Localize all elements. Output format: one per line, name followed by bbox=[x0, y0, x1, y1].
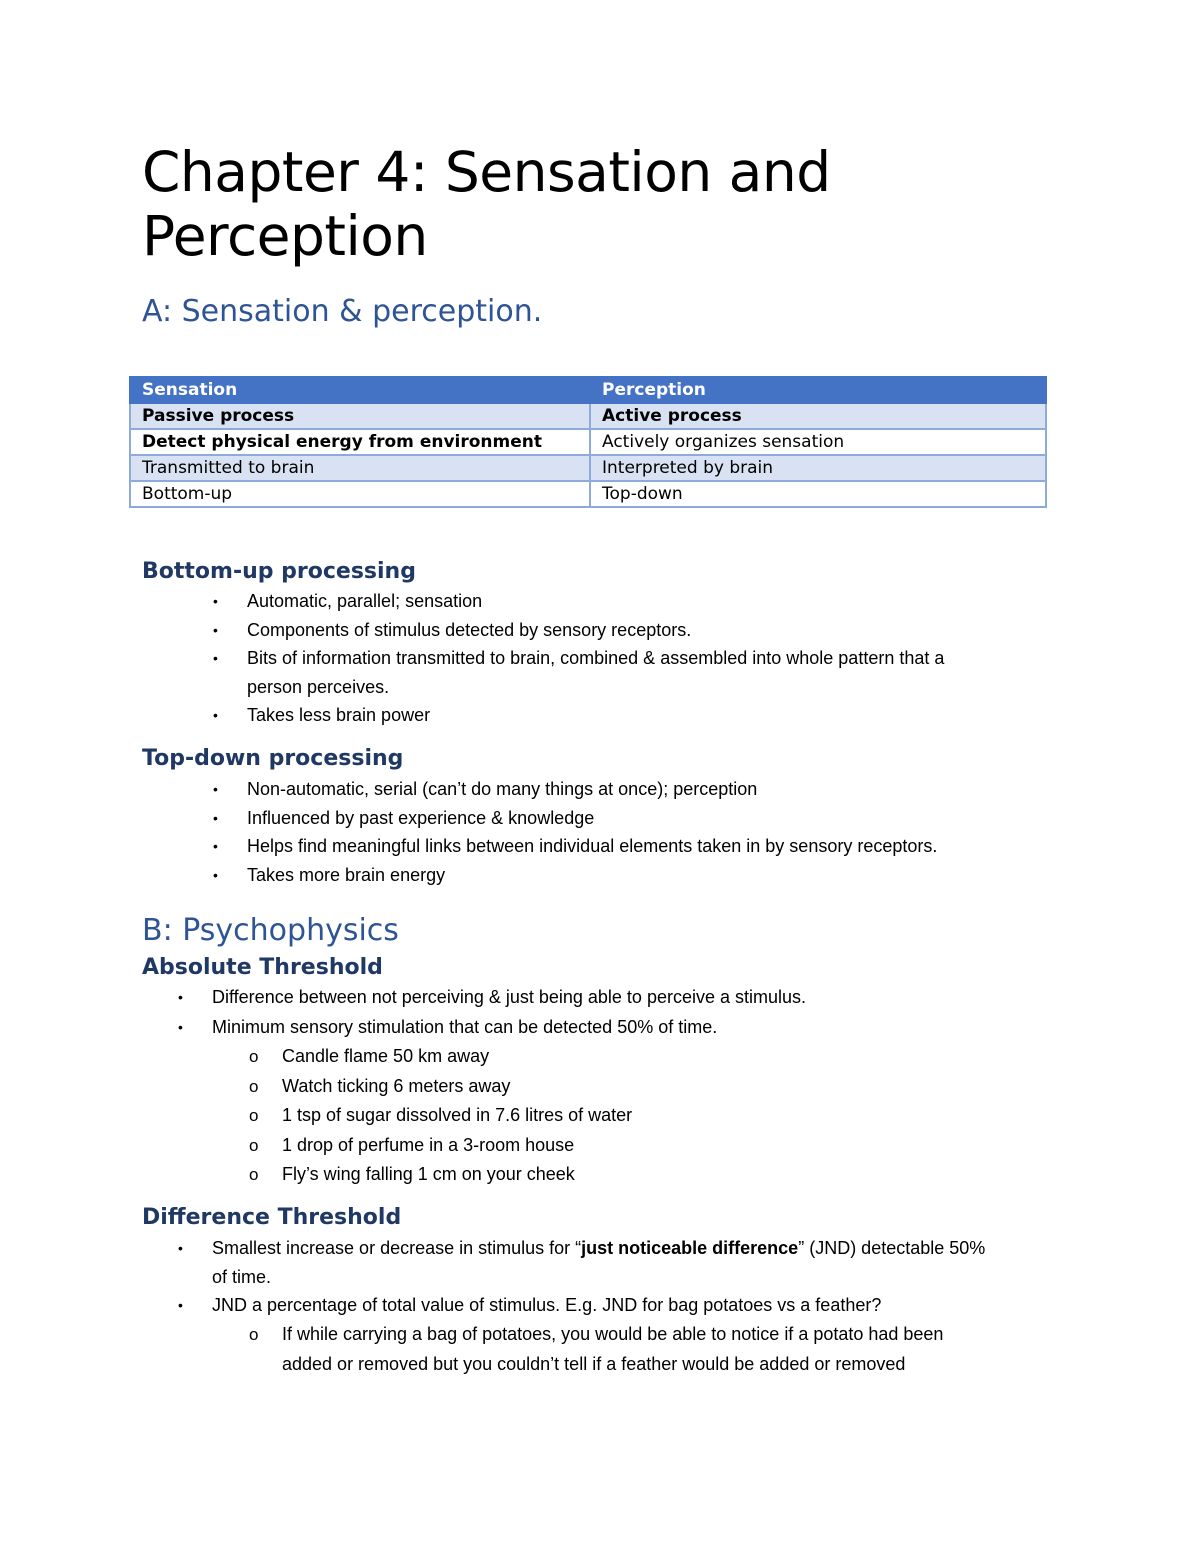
list-item: o 1 tsp of sugar dissolved in 7.6 litres of water bbox=[282, 1101, 1042, 1131]
list-item: • Takes less brain power bbox=[247, 701, 1047, 730]
list-item-continuation: person perceives. bbox=[247, 676, 390, 697]
page-title: Chapter 4: Sensation and Perception bbox=[142, 140, 831, 268]
list-item: • Smallest increase or decrease in stimulus for “just noticeable difference” (JND) detectable 50% bbox=[212, 1234, 1052, 1263]
list-item-continuation: of time. bbox=[212, 1266, 272, 1287]
table-cell: Transmitted to brain bbox=[130, 455, 590, 481]
jnd-term: just noticeable difference bbox=[581, 1238, 799, 1258]
circle-bullet-icon: o bbox=[249, 1165, 259, 1184]
bullet-icon: • bbox=[213, 866, 218, 883]
bullet-icon: • bbox=[178, 1297, 183, 1313]
list-item: o 1 drop of perfume in a 3-room house bbox=[282, 1131, 1042, 1161]
bullet-icon: • bbox=[213, 707, 218, 723]
table-header-cell: Perception bbox=[590, 377, 1046, 403]
table-cell: Interpreted by brain bbox=[590, 455, 1046, 481]
bullet-icon: • bbox=[178, 989, 183, 1005]
table-row bbox=[130, 403, 1046, 429]
list-item: • Helps find meaningful links between individual elements taken in by sensory receptors. bbox=[247, 832, 1047, 861]
top-down-list bbox=[213, 775, 1047, 889]
list-item: • Takes more brain energy bbox=[247, 861, 1047, 890]
table-cell: Bottom-up bbox=[130, 481, 590, 507]
table-row bbox=[130, 455, 1046, 481]
bottom-up-list bbox=[213, 587, 1047, 730]
circle-bullet-icon: o bbox=[249, 1106, 259, 1125]
bullet-icon: • bbox=[213, 621, 218, 638]
bullet-icon: • bbox=[213, 593, 218, 609]
absolute-examples-list bbox=[249, 1042, 1042, 1190]
list-item: o Fly’s wing falling 1 cm on your cheek bbox=[282, 1160, 1042, 1190]
table-header-cell: Sensation bbox=[130, 377, 590, 403]
circle-bullet-icon: o bbox=[249, 1325, 259, 1344]
bullet-icon: • bbox=[178, 1240, 183, 1256]
table-cell: Top-down bbox=[590, 481, 1046, 507]
absolute-threshold-list bbox=[178, 983, 1042, 1042]
list-item: • Difference between not perceiving & just being able to perceive a stimulus. bbox=[212, 983, 1042, 1013]
list-item: • Components of stimulus detected by sensory receptors. bbox=[247, 616, 1047, 645]
list-item-continuation: added or removed but you couldn’t tell if a feather would be added or removed bbox=[282, 1353, 906, 1374]
difference-examples-list bbox=[249, 1320, 1052, 1379]
circle-bullet-icon: o bbox=[249, 1135, 259, 1155]
list-item: • JND a percentage of total value of stimulus. E.g. JND for bag potatoes vs a feather? bbox=[212, 1291, 1052, 1320]
bullet-icon: • bbox=[178, 1018, 183, 1035]
bottom-up-heading: Bottom-up processing bbox=[142, 559, 416, 584]
absolute-threshold-heading: Absolute Threshold bbox=[142, 955, 383, 980]
list-item: • Non-automatic, serial (can’t do many things at once); perception bbox=[247, 775, 1047, 804]
difference-threshold-heading: Difference Threshold bbox=[142, 1205, 402, 1230]
circle-bullet-icon: o bbox=[249, 1076, 259, 1096]
list-item: • Influenced by past experience & knowledge bbox=[247, 804, 1047, 833]
list-item: • Bits of information transmitted to brain, combined & assembled into whole pattern that a bbox=[247, 644, 1047, 673]
comparison-table bbox=[129, 376, 1047, 508]
section-b-heading: B: Psychophysics bbox=[142, 913, 399, 948]
table-cell: Detect physical energy from environment bbox=[130, 429, 590, 455]
table-header-row bbox=[130, 377, 1046, 403]
bullet-icon: • bbox=[213, 650, 218, 666]
list-item: o Watch ticking 6 meters away bbox=[282, 1072, 1042, 1102]
difference-threshold-list bbox=[178, 1234, 1052, 1320]
table-row bbox=[130, 429, 1046, 455]
list-item: o If while carrying a bag of potatoes, you would be able to notice if a potato had been bbox=[282, 1320, 1052, 1350]
list-item: • Automatic, parallel; sensation bbox=[247, 587, 1047, 616]
bullet-icon: • bbox=[213, 809, 218, 826]
section-a-heading: A: Sensation & perception. bbox=[142, 294, 543, 329]
table-cell: Active process bbox=[590, 403, 1046, 429]
top-down-heading: Top-down processing bbox=[142, 746, 404, 771]
list-item: • Minimum sensory stimulation that can be detected 50% of time. bbox=[212, 1013, 1042, 1043]
table-cell: Actively organizes sensation bbox=[590, 429, 1046, 455]
bullet-icon: • bbox=[213, 781, 218, 797]
circle-bullet-icon: o bbox=[249, 1047, 259, 1066]
list-item: o Candle flame 50 km away bbox=[282, 1042, 1042, 1072]
table-cell: Passive process bbox=[130, 403, 590, 429]
bullet-icon: • bbox=[213, 838, 218, 854]
table-row bbox=[130, 481, 1046, 507]
